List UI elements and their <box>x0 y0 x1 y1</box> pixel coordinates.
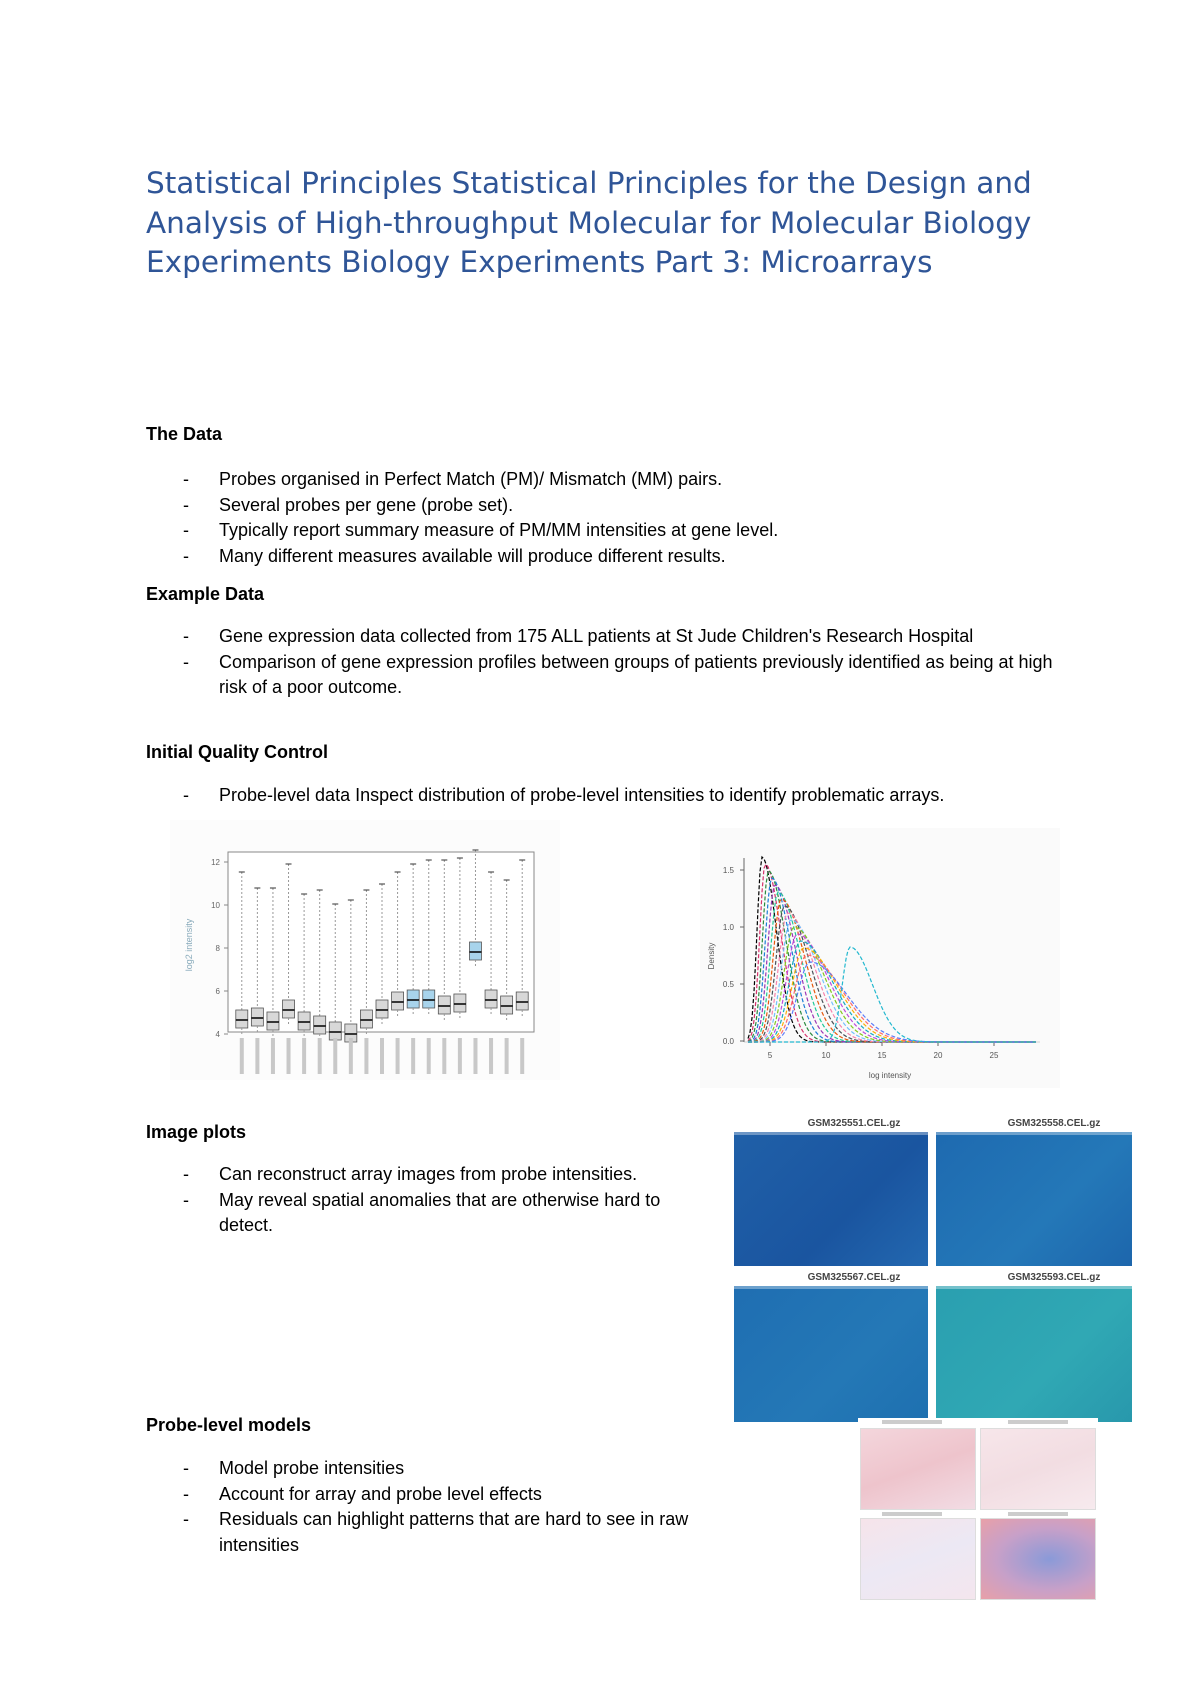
x-tick-label <box>255 1038 259 1074</box>
panel-label: GSM325558.CEL.gz <box>1007 1118 1101 1129</box>
box <box>236 1010 248 1028</box>
box <box>329 1022 341 1040</box>
list-item: - Many different measures available will produce different results. <box>146 544 1096 570</box>
boxplot-figure <box>170 820 560 1080</box>
residual-image-panel <box>860 1518 976 1600</box>
x-axis-label: log intensity <box>868 1071 912 1080</box>
y-tick-label: 0.0 <box>722 1037 734 1046</box>
box <box>516 992 528 1010</box>
x-tick-label <box>287 1038 291 1074</box>
x-tick-label <box>427 1038 431 1074</box>
panel-label <box>1008 1420 1068 1424</box>
section-heading-example-data: Example Data <box>146 584 265 604</box>
box <box>267 1012 279 1030</box>
x-tick-label: 15 <box>877 1051 887 1060</box>
x-tick-label <box>364 1038 368 1074</box>
list-item: - Probes organised in Perfect Match (PM)/ Mismatch (MM) pairs. <box>146 467 1096 493</box>
box <box>251 1008 263 1026</box>
list-item: - May reveal spatial anomalies that are otherwise hard to detect. <box>146 1188 706 1239</box>
density-chart <box>700 828 1060 1088</box>
list-item: - Gene expression data collected from 175 ALL patients at St Jude Children's Research Hospital <box>146 624 1076 650</box>
list-item: - Can reconstruct array images from probe intensities. <box>146 1162 706 1188</box>
box <box>485 990 497 1008</box>
x-tick-label <box>396 1038 400 1074</box>
box <box>392 992 404 1010</box>
array-image-panel <box>734 1132 928 1266</box>
the-data-list <box>146 467 1096 569</box>
section-heading-probe-level-models: Probe-level models <box>146 1415 312 1435</box>
box <box>501 996 513 1014</box>
box <box>407 990 419 1008</box>
list-item: - Residuals can highlight patterns that are hard to see in raw intensities <box>146 1507 766 1558</box>
array-image-panel <box>936 1132 1132 1266</box>
y-tick-label: 1.0 <box>722 923 734 932</box>
residual-plots-figure <box>858 1418 1098 1598</box>
box <box>314 1016 326 1034</box>
probe-level-models-list <box>146 1456 766 1558</box>
x-tick-label <box>271 1038 275 1074</box>
boxplot-chart <box>170 820 560 1080</box>
x-tick-label <box>473 1038 477 1074</box>
x-tick-label: 10 <box>821 1051 831 1060</box>
residual-image-panel <box>980 1518 1096 1600</box>
residual-image-panel <box>860 1428 976 1510</box>
y-tick-label: 10 <box>211 901 220 910</box>
box <box>469 942 481 960</box>
x-tick-label <box>520 1038 524 1074</box>
list-item: - Account for array and probe level effects <box>146 1482 766 1508</box>
y-tick-label: 12 <box>211 858 220 867</box>
list-item: - Model probe intensities <box>146 1456 766 1482</box>
y-axis-label: log2 intensity <box>184 918 194 972</box>
box <box>298 1012 310 1030</box>
list-item: - Comparison of gene expression profiles between groups of patients previously identified as being at high risk of a poor outcome. <box>146 650 1076 701</box>
y-tick-label: 6 <box>215 987 220 996</box>
x-tick-label <box>302 1038 306 1074</box>
y-tick-label: 8 <box>215 944 220 953</box>
box <box>423 990 435 1008</box>
array-image-panel <box>734 1286 928 1422</box>
x-tick-label <box>505 1038 509 1074</box>
x-tick-label: 20 <box>933 1051 943 1060</box>
list-item: - Several probes per gene (probe set). <box>146 493 1096 519</box>
array-image-panel <box>936 1286 1132 1422</box>
page-title: Statistical Principles Statistical Principles for the Design and Analysis of High-throughput Molecular for Molecular Biology Experiments Biology Experiments Part 3: Microarrays <box>146 166 1032 279</box>
x-tick-label <box>380 1038 384 1074</box>
box <box>283 1000 295 1018</box>
x-tick-label <box>349 1038 353 1074</box>
x-tick-label <box>240 1038 244 1074</box>
box <box>376 1000 388 1018</box>
x-tick-label <box>442 1038 446 1074</box>
panel-label <box>882 1512 942 1516</box>
x-tick-label: 5 <box>767 1051 773 1060</box>
density-figure <box>700 828 1060 1088</box>
x-tick-label <box>489 1038 493 1074</box>
example-data-list <box>146 624 1076 701</box>
x-tick-label <box>411 1038 415 1074</box>
box <box>454 994 466 1012</box>
y-tick-label: 4 <box>215 1030 220 1039</box>
box <box>438 996 450 1014</box>
section-heading-initial-qc: Initial Quality Control <box>146 742 329 762</box>
y-tick-label: 1.5 <box>722 866 734 875</box>
image-plots-list <box>146 1162 706 1239</box>
x-tick-label <box>318 1038 322 1074</box>
y-tick-label: 0.5 <box>722 980 734 989</box>
panel-label <box>1008 1512 1068 1516</box>
panel-label: GSM325551.CEL.gz <box>807 1118 901 1129</box>
x-tick-label <box>333 1038 337 1074</box>
section-heading-the-data: The Data <box>146 424 223 444</box>
panel-label: GSM325593.CEL.gz <box>1007 1272 1101 1283</box>
section-heading-image-plots: Image plots <box>146 1122 247 1142</box>
image-plots-figure <box>734 1116 1134 1422</box>
y-axis-label: Density <box>707 942 716 970</box>
x-tick-label: 25 <box>989 1051 999 1060</box>
x-tick-label <box>458 1038 462 1074</box>
list-item: - Typically report summary measure of PM/MM intensities at gene level. <box>146 518 1096 544</box>
panel-label <box>882 1420 942 1424</box>
residual-image-panel <box>980 1428 1096 1510</box>
initial-qc-list <box>146 783 1106 809</box>
panel-label: GSM325567.CEL.gz <box>807 1272 901 1283</box>
box <box>360 1010 372 1028</box>
list-item: - Probe-level data Inspect distribution of probe-level intensities to identify problematic arrays. <box>146 783 1106 809</box>
